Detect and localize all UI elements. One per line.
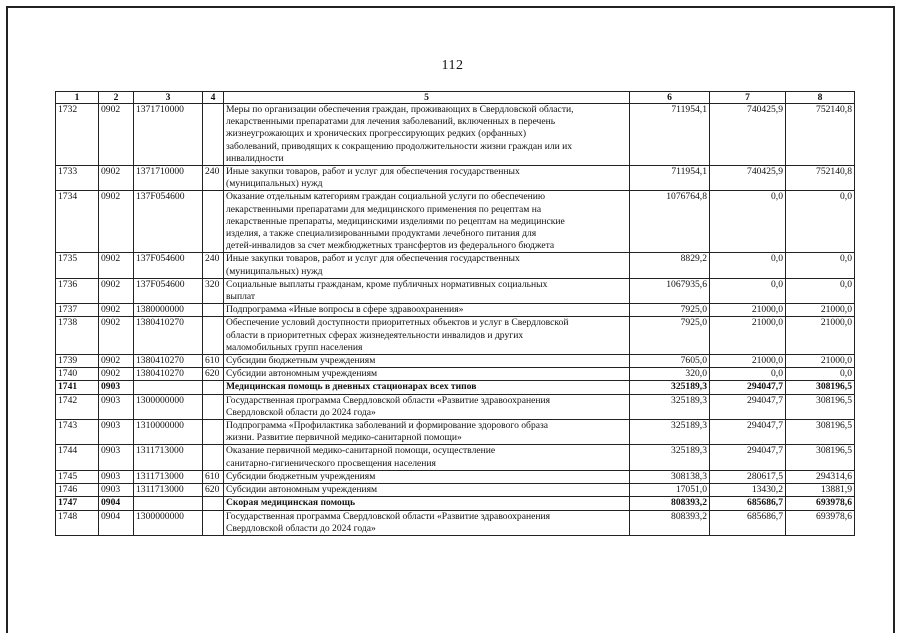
- item-name-line: заболеваний, приводящих к сокращению продолжительности жизни граждан или их: [226, 140, 573, 152]
- item-name-cell: [224, 355, 630, 368]
- amount-col7-cell: 21000,0: [710, 304, 786, 317]
- table-row: [56, 166, 855, 191]
- section-code-cell: 0902: [99, 253, 134, 278]
- amount-col7-cell: 280617,5: [710, 470, 786, 483]
- item-name-line: Иные закупки товаров, работ и услуг для обеспечения государственных: [226, 253, 520, 265]
- row-number-cell: 1743: [56, 420, 99, 445]
- expense-type-cell: 610: [203, 355, 224, 368]
- amount-col6-cell: 1067935,6: [630, 278, 710, 303]
- item-name-line: (муниципальных) нужд: [226, 178, 323, 190]
- table-row: [56, 368, 855, 381]
- item-name-line: маломобильных групп населения: [226, 341, 363, 353]
- amount-col8-cell: 752140,8: [786, 166, 855, 191]
- column-header: 1: [56, 92, 99, 104]
- item-name-line: Скорая медицинская помощь: [226, 497, 356, 509]
- column-header: 5: [224, 92, 630, 104]
- item-name-cell: [224, 420, 630, 445]
- item-name-cell: [224, 304, 630, 317]
- item-name-line: лекарственные препараты, медицинскими изделиями по рецептам на медицинские: [226, 215, 565, 227]
- expense-type-cell: [203, 317, 224, 355]
- expense-type-cell: [203, 497, 224, 510]
- item-name-line: выплат: [226, 291, 256, 303]
- target-article-cell: 1311713000: [134, 470, 203, 483]
- item-name-line: (муниципальных) нужд: [226, 265, 323, 277]
- item-name-line: жизнеугрожающих и хронических прогрессирующих редких (орфанных): [226, 128, 527, 140]
- section-code-cell: 0902: [99, 317, 134, 355]
- amount-col8-cell: 693978,6: [786, 510, 855, 535]
- amount-col8-cell: 308196,5: [786, 381, 855, 394]
- item-name-cell: [224, 381, 630, 394]
- table-row: [56, 484, 855, 497]
- row-number-cell: 1748: [56, 510, 99, 535]
- section-code-cell: 0902: [99, 368, 134, 381]
- amount-col8-cell: 294314,6: [786, 470, 855, 483]
- section-code-cell: 0902: [99, 191, 134, 253]
- amount-col8-cell: 13881,9: [786, 484, 855, 497]
- section-code-cell: 0903: [99, 394, 134, 419]
- budget-table: [55, 91, 855, 536]
- table-header-row: [56, 92, 855, 104]
- target-article-cell: 137F054600: [134, 191, 203, 253]
- expense-type-cell: 240: [203, 253, 224, 278]
- section-code-cell: 0902: [99, 278, 134, 303]
- section-code-cell: 0902: [99, 166, 134, 191]
- table-row: [56, 317, 855, 355]
- amount-col6-cell: 17051,0: [630, 484, 710, 497]
- amount-col6-cell: 808393,2: [630, 497, 710, 510]
- item-name-line: детей-инвалидов за счет межбюджетных трансфертов из федерального бюджета: [226, 240, 555, 252]
- section-code-cell: 0903: [99, 484, 134, 497]
- expense-type-cell: 240: [203, 166, 224, 191]
- row-number-cell: 1745: [56, 470, 99, 483]
- amount-col6-cell: 325189,3: [630, 394, 710, 419]
- target-article-cell: 1371710000: [134, 166, 203, 191]
- row-number-cell: 1733: [56, 166, 99, 191]
- table-row: [56, 394, 855, 419]
- row-number-cell: 1736: [56, 278, 99, 303]
- target-article-cell: 137F054600: [134, 278, 203, 303]
- row-number-cell: 1744: [56, 445, 99, 470]
- amount-col6-cell: 711954,1: [630, 104, 710, 166]
- target-article-cell: 1311713000: [134, 445, 203, 470]
- item-name-line: Оказание первичной медико-санитарной помощи, осуществление: [226, 445, 496, 457]
- amount-col6-cell: 325189,3: [630, 420, 710, 445]
- amount-col7-cell: 294047,7: [710, 445, 786, 470]
- target-article-cell: 1311713000: [134, 484, 203, 497]
- item-name-line: жизни. Развитие первичной медико-санитарной помощи»: [226, 432, 462, 444]
- item-name-cell: [224, 510, 630, 535]
- row-number-cell: 1738: [56, 317, 99, 355]
- section-code-cell: 0904: [99, 510, 134, 535]
- amount-col8-cell: 0,0: [786, 278, 855, 303]
- row-number-cell: 1739: [56, 355, 99, 368]
- amount-col6-cell: 711954,1: [630, 166, 710, 191]
- item-name-line: Государственная программа Свердловской области «Развитие здравоохранения: [226, 510, 551, 522]
- amount-col7-cell: 740425,9: [710, 166, 786, 191]
- column-header: 3: [134, 92, 203, 104]
- section-code-cell: 0902: [99, 304, 134, 317]
- page-number: 112: [441, 58, 464, 73]
- amount-col8-cell: 0,0: [786, 191, 855, 253]
- item-name-cell: [224, 253, 630, 278]
- amount-col7-cell: 294047,7: [710, 420, 786, 445]
- target-article-cell: 137F054600: [134, 253, 203, 278]
- item-name-line: Оказание отдельным категориям граждан социальной услуги по обеспечению: [226, 191, 546, 203]
- item-name-line: Обеспечение условий доступности приоритетных объектов и услуг в Свердловской: [226, 317, 569, 329]
- amount-col7-cell: 685686,7: [710, 510, 786, 535]
- table-row: [56, 510, 855, 535]
- expense-type-cell: [203, 304, 224, 317]
- column-header: 4: [203, 92, 224, 104]
- amount-col7-cell: 0,0: [710, 278, 786, 303]
- expense-type-cell: 610: [203, 470, 224, 483]
- item-name-line: Субсидии бюджетным учреждениям: [226, 470, 376, 482]
- item-name-cell: [224, 104, 630, 166]
- item-name-cell: [224, 166, 630, 191]
- target-article-cell: 1300000000: [134, 510, 203, 535]
- item-name-line: Социальные выплаты гражданам, кроме публичных нормативных социальных: [226, 278, 548, 290]
- expense-type-cell: 620: [203, 484, 224, 497]
- amount-col8-cell: 21000,0: [786, 355, 855, 368]
- target-article-cell: 1380000000: [134, 304, 203, 317]
- row-number-cell: 1737: [56, 304, 99, 317]
- row-number-cell: 1732: [56, 104, 99, 166]
- amount-col6-cell: 7925,0: [630, 304, 710, 317]
- item-name-line: Субсидии бюджетным учреждениям: [226, 355, 376, 367]
- item-name-cell: [224, 317, 630, 355]
- amount-col6-cell: 7605,0: [630, 355, 710, 368]
- amount-col8-cell: 308196,5: [786, 420, 855, 445]
- target-article-cell: [134, 497, 203, 510]
- amount-col8-cell: 693978,6: [786, 497, 855, 510]
- item-name-line: лекарственными препаратами для лечения заболеваний, включенных в перечень: [226, 116, 556, 128]
- amount-col8-cell: 752140,8: [786, 104, 855, 166]
- target-article-cell: 1310000000: [134, 420, 203, 445]
- column-header: 2: [99, 92, 134, 104]
- table-row: [56, 381, 855, 394]
- table-body: [56, 104, 855, 536]
- expense-type-cell: [203, 445, 224, 470]
- amount-col6-cell: 325189,3: [630, 445, 710, 470]
- row-number-cell: 1741: [56, 381, 99, 394]
- expense-type-cell: 320: [203, 278, 224, 303]
- item-name-cell: [224, 394, 630, 419]
- section-code-cell: 0902: [99, 355, 134, 368]
- item-name-cell: [224, 368, 630, 381]
- section-code-cell: 0902: [99, 104, 134, 166]
- expense-type-cell: [203, 394, 224, 419]
- target-article-cell: 1380410270: [134, 355, 203, 368]
- expense-type-cell: [203, 381, 224, 394]
- item-name-cell: [224, 470, 630, 483]
- column-header: 6: [630, 92, 710, 104]
- table-row: [56, 497, 855, 510]
- amount-col8-cell: 308196,5: [786, 445, 855, 470]
- table-row: [56, 304, 855, 317]
- amount-col7-cell: 0,0: [710, 253, 786, 278]
- item-name-line: области в приоритетных сферах жизнедеятельности инвалидов и других: [226, 329, 524, 341]
- expense-type-cell: [203, 510, 224, 535]
- amount-col6-cell: 308138,3: [630, 470, 710, 483]
- section-code-cell: 0903: [99, 420, 134, 445]
- item-name-line: Субсидии автономным учреждениям: [226, 368, 378, 380]
- item-name-line: санитарно-гигиенического просвещения населения: [226, 457, 436, 469]
- amount-col8-cell: 21000,0: [786, 317, 855, 355]
- column-header: 8: [786, 92, 855, 104]
- item-name-line: Подпрограмма «Иные вопросы в сфере здравоохранения»: [226, 304, 464, 316]
- expense-type-cell: [203, 191, 224, 253]
- amount-col7-cell: 294047,7: [710, 394, 786, 419]
- table-row: [56, 445, 855, 470]
- table-row: [56, 278, 855, 303]
- target-article-cell: 1371710000: [134, 104, 203, 166]
- amount-col7-cell: 21000,0: [710, 355, 786, 368]
- item-name-line: изделия, а также специализированными продуктами лечебного питания для: [226, 228, 537, 240]
- expense-type-cell: [203, 104, 224, 166]
- item-name-line: Меры по организации обеспечения граждан, проживающих в Свердловской области,: [226, 104, 574, 115]
- amount-col6-cell: 325189,3: [630, 381, 710, 394]
- section-code-cell: 0904: [99, 497, 134, 510]
- table-row: [56, 191, 855, 253]
- target-article-cell: 1380410270: [134, 368, 203, 381]
- item-name-line: инвалидности: [226, 152, 284, 164]
- amount-col7-cell: 0,0: [710, 368, 786, 381]
- amount-col7-cell: 0,0: [710, 191, 786, 253]
- item-name-cell: [224, 497, 630, 510]
- item-name-cell: [224, 278, 630, 303]
- item-name-line: лекарственными препаратами для медицинского применения по рецептам на: [226, 203, 542, 215]
- row-number-cell: 1740: [56, 368, 99, 381]
- item-name-line: Свердловской области до 2024 года»: [226, 406, 376, 418]
- section-code-cell: 0903: [99, 470, 134, 483]
- amount-col6-cell: 8829,2: [630, 253, 710, 278]
- item-name-line: Субсидии автономным учреждениям: [226, 484, 378, 496]
- row-number-cell: 1746: [56, 484, 99, 497]
- amount-col6-cell: 7925,0: [630, 317, 710, 355]
- amount-col8-cell: 0,0: [786, 368, 855, 381]
- amount-col8-cell: 308196,5: [786, 394, 855, 419]
- row-number-cell: 1747: [56, 497, 99, 510]
- column-header: 7: [710, 92, 786, 104]
- expense-type-cell: 620: [203, 368, 224, 381]
- item-name-cell: [224, 445, 630, 470]
- item-name-line: Иные закупки товаров, работ и услуг для обеспечения государственных: [226, 166, 520, 178]
- amount-col7-cell: 294047,7: [710, 381, 786, 394]
- table-row: [56, 420, 855, 445]
- amount-col6-cell: 1076764,8: [630, 191, 710, 253]
- amount-col6-cell: 320,0: [630, 368, 710, 381]
- amount-col7-cell: 740425,9: [710, 104, 786, 166]
- item-name-line: Свердловской области до 2024 года»: [226, 522, 376, 534]
- expense-type-cell: [203, 420, 224, 445]
- target-article-cell: 1380410270: [134, 317, 203, 355]
- item-name-line: Подпрограмма «Профилактика заболеваний и формирование здорового образа: [226, 420, 549, 432]
- item-name-cell: [224, 191, 630, 253]
- target-article-cell: [134, 381, 203, 394]
- row-number-cell: 1735: [56, 253, 99, 278]
- table-row: [56, 104, 855, 166]
- amount-col8-cell: 0,0: [786, 253, 855, 278]
- section-code-cell: 0903: [99, 381, 134, 394]
- item-name-cell: [224, 484, 630, 497]
- section-code-cell: 0903: [99, 445, 134, 470]
- item-name-line: Государственная программа Свердловской области «Развитие здравоохранения: [226, 394, 551, 406]
- table-row: [56, 355, 855, 368]
- amount-col8-cell: 21000,0: [786, 304, 855, 317]
- row-number-cell: 1734: [56, 191, 99, 253]
- amount-col6-cell: 808393,2: [630, 510, 710, 535]
- table-row: [56, 470, 855, 483]
- amount-col7-cell: 21000,0: [710, 317, 786, 355]
- amount-col7-cell: 685686,7: [710, 497, 786, 510]
- table-row: [56, 253, 855, 278]
- target-article-cell: 1300000000: [134, 394, 203, 419]
- item-name-line: Медицинская помощь в дневных стационарах всех типов: [226, 381, 477, 393]
- row-number-cell: 1742: [56, 394, 99, 419]
- amount-col7-cell: 13430,2: [710, 484, 786, 497]
